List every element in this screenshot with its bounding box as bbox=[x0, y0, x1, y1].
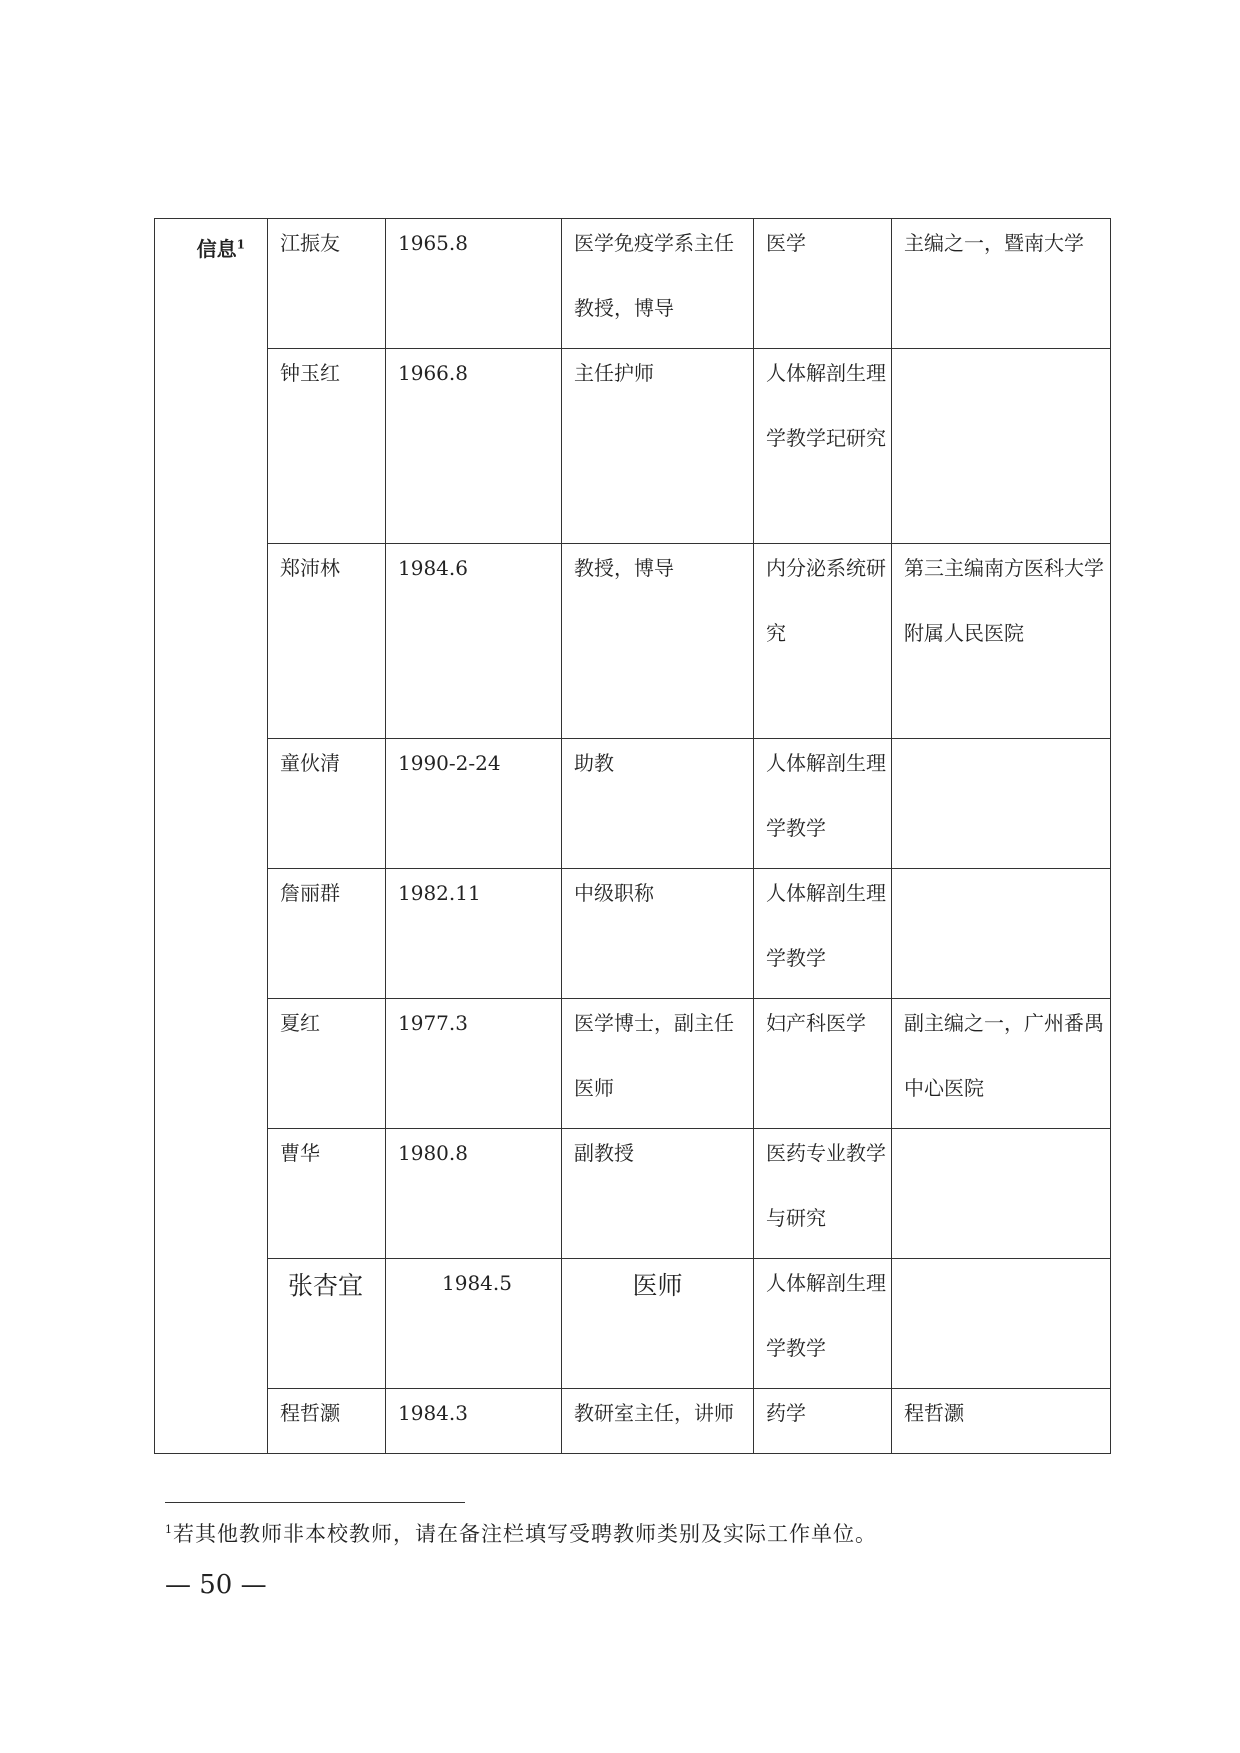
job-title: 医学博士，副主任医师 bbox=[574, 1011, 734, 1100]
teacher-name: 童伙清 bbox=[280, 751, 340, 775]
birth-date: 1982.11 bbox=[398, 881, 481, 905]
remark bbox=[892, 1237, 1110, 1251]
birth-date: 1984.5 bbox=[442, 1271, 512, 1295]
field-cell bbox=[754, 349, 892, 544]
research-field: 人体解剖生理学教学 bbox=[766, 881, 886, 970]
footnote-mark: 1 bbox=[236, 237, 245, 252]
teacher-info-table bbox=[154, 218, 1111, 1454]
research-field: 内分泌系统研究 bbox=[766, 556, 886, 645]
research-field: 人体解剖生理学教学玘研究 bbox=[766, 361, 886, 450]
name-cell bbox=[268, 349, 386, 544]
remark: 副主编之一，广州番禺中心医院 bbox=[904, 1011, 1104, 1100]
research-field: 妇产科医学 bbox=[766, 1011, 866, 1035]
teacher-name: 江振友 bbox=[280, 231, 340, 255]
footnote bbox=[165, 1518, 877, 1548]
birth-date: 1966.8 bbox=[398, 361, 468, 385]
teacher-name: 程哲灏 bbox=[280, 1401, 340, 1425]
title-cell bbox=[562, 544, 754, 739]
remark bbox=[892, 847, 1110, 861]
section-label: 信息 bbox=[196, 237, 237, 261]
research-field: 药学 bbox=[766, 1401, 806, 1425]
job-title: 中级职称 bbox=[574, 881, 654, 905]
field-cell bbox=[754, 544, 892, 739]
table-row bbox=[155, 544, 1111, 739]
table-row bbox=[155, 1389, 1111, 1454]
date-cell bbox=[386, 349, 562, 544]
job-title: 教授，博导 bbox=[574, 556, 674, 580]
title-cell bbox=[562, 1389, 754, 1454]
birth-date: 1990-2-24 bbox=[398, 751, 501, 775]
remark: 程哲灏 bbox=[904, 1401, 964, 1425]
remark-cell bbox=[892, 1389, 1111, 1454]
job-title: 副教授 bbox=[574, 1141, 634, 1165]
footnote-divider bbox=[165, 1502, 465, 1503]
remark bbox=[892, 327, 1110, 341]
date-cell bbox=[386, 544, 562, 739]
job-title: 助教 bbox=[574, 751, 614, 775]
footnote-text: 若其他教师非本校教师，请在备注栏填写受聘教师类别及实际工作单位。 bbox=[173, 1522, 877, 1546]
teacher-name: 曹华 bbox=[280, 1141, 320, 1165]
birth-date: 1977.3 bbox=[398, 1011, 468, 1035]
name-cell bbox=[268, 544, 386, 739]
job-title: 教研室主任，讲师 bbox=[574, 1401, 734, 1425]
research-field: 人体解剖生理学教学 bbox=[766, 751, 886, 840]
teacher-name: 张杏宜 bbox=[288, 1271, 364, 1300]
table-row bbox=[155, 349, 1111, 544]
birth-date: 1984.6 bbox=[398, 556, 468, 580]
research-field: 医学 bbox=[766, 231, 806, 255]
teacher-name: 詹丽群 bbox=[280, 881, 340, 905]
footnote-number: 1 bbox=[165, 1523, 173, 1536]
teacher-name: 夏红 bbox=[280, 1011, 320, 1035]
field-cell bbox=[754, 1389, 892, 1454]
remark: 主编之一，暨南大学 bbox=[904, 231, 1084, 255]
name-cell bbox=[268, 1389, 386, 1454]
remark: 第三主编南方医科大学附属人民医院 bbox=[904, 556, 1104, 645]
job-title: 医师 bbox=[632, 1271, 683, 1300]
title-cell bbox=[562, 349, 754, 544]
birth-date: 1984.3 bbox=[398, 1401, 468, 1425]
research-field: 医药专业教学与研究 bbox=[766, 1141, 886, 1230]
birth-date: 1965.8 bbox=[398, 231, 468, 255]
teacher-name: 郑沛林 bbox=[280, 556, 340, 580]
remark-cell bbox=[892, 544, 1111, 739]
date-cell bbox=[386, 1389, 562, 1454]
section-label-cell bbox=[155, 219, 268, 1454]
teacher-name: 钟玉红 bbox=[280, 361, 340, 385]
page-number: — 50 — bbox=[165, 1570, 267, 1600]
remark bbox=[892, 717, 1110, 731]
research-field: 人体解剖生理学教学 bbox=[766, 1271, 886, 1360]
job-title: 主任护师 bbox=[574, 361, 654, 385]
remark-cell bbox=[892, 349, 1111, 544]
birth-date: 1980.8 bbox=[398, 1141, 468, 1165]
job-title: 医学免疫学系主任教授，博导 bbox=[574, 231, 734, 320]
